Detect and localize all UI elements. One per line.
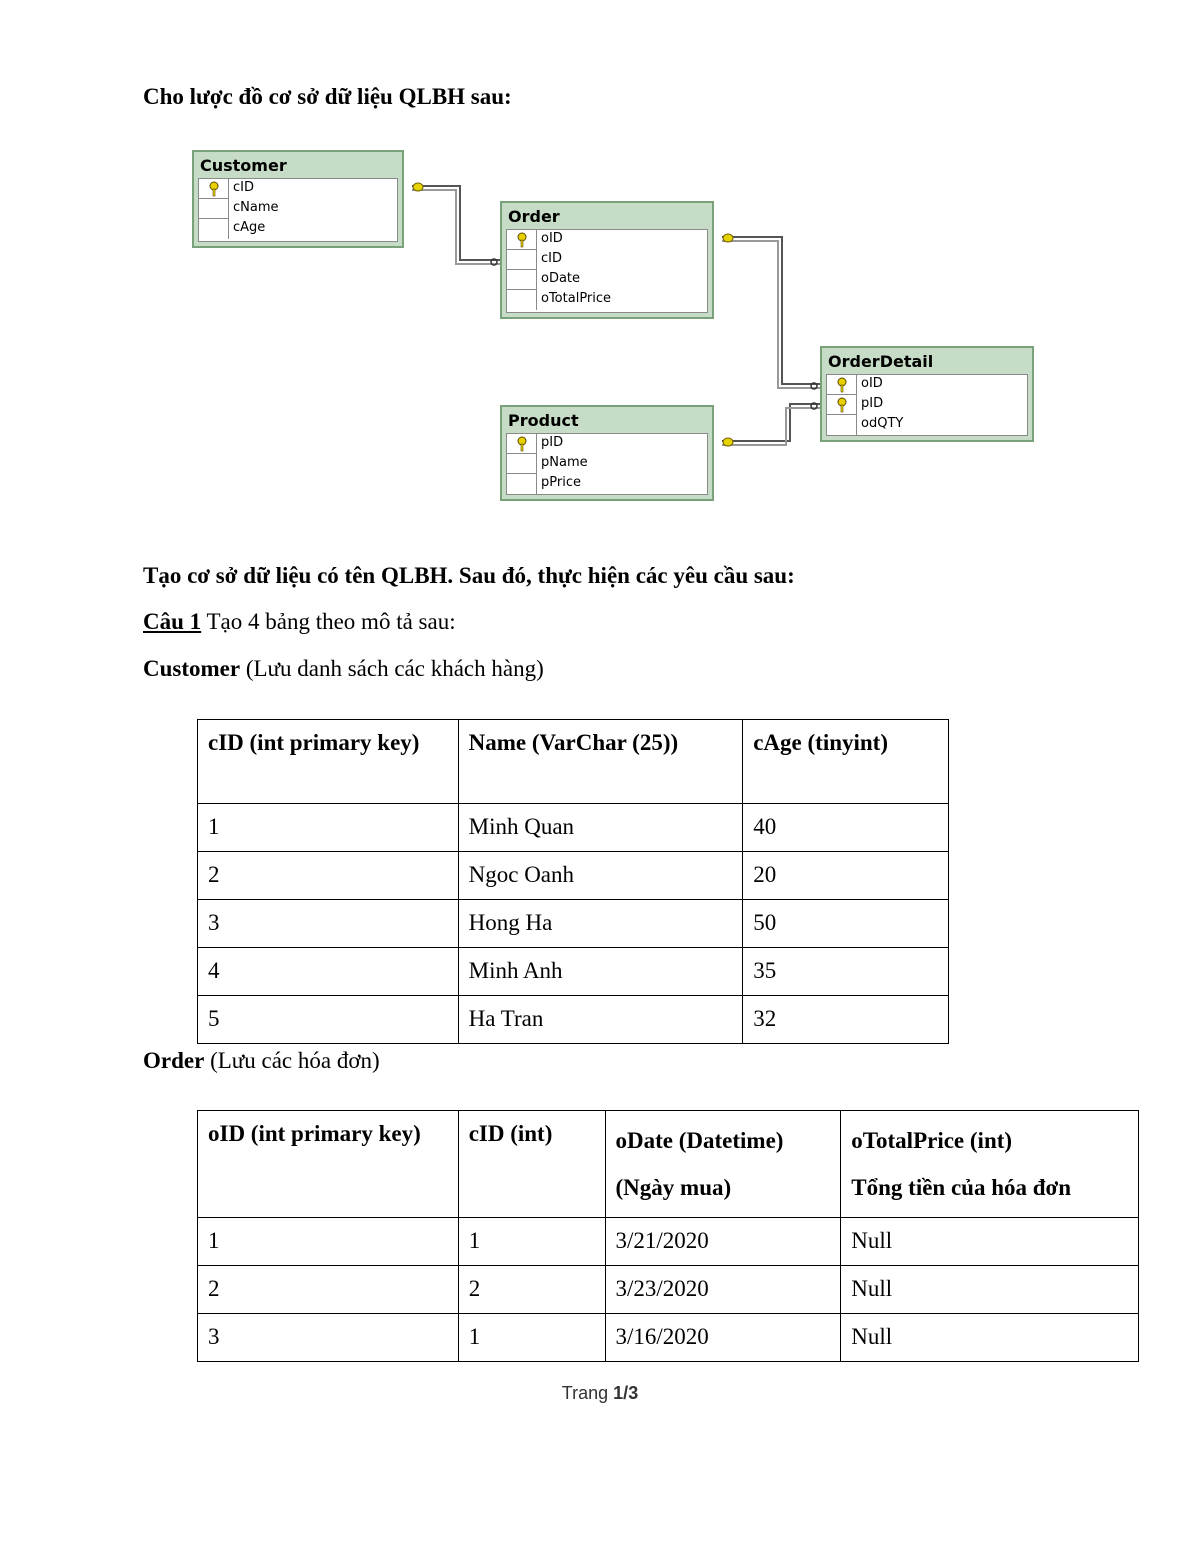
er-field: oID xyxy=(861,376,883,391)
er-field: cName xyxy=(233,200,279,215)
column-header: oTotalPrice (int) Tổng tiền của hóa đơn xyxy=(841,1111,1139,1218)
table-row xyxy=(198,1314,1139,1362)
section-name: Order xyxy=(143,1048,205,1073)
table-row xyxy=(198,804,949,852)
column-header: Name (VarChar (25)) xyxy=(458,720,743,804)
many-end-icon xyxy=(811,383,817,389)
primary-key-icon xyxy=(836,397,848,413)
er-field: oDate xyxy=(541,271,581,286)
column-header: oID (int primary key) xyxy=(198,1111,459,1218)
table-cell: 3 xyxy=(198,1314,459,1362)
key-end-icon xyxy=(723,438,733,446)
column-header: cID (int primary key) xyxy=(198,720,459,804)
er-field: pName xyxy=(541,455,588,470)
table-cell: 3/16/2020 xyxy=(605,1314,841,1362)
er-field: cID xyxy=(541,251,562,266)
primary-key-icon xyxy=(208,181,220,197)
table-cell: 3/21/2020 xyxy=(605,1218,841,1266)
many-end-icon xyxy=(491,259,497,265)
table-header-row xyxy=(198,1111,1139,1218)
task-intro: Tạo cơ sở dữ liệu có tên QLBH. Sau đó, thực hiện các yêu cầu sau: xyxy=(143,563,795,588)
key-end-icon xyxy=(723,234,733,242)
customer-section-heading xyxy=(143,656,544,682)
section-desc: (Lưu các hóa đơn) xyxy=(204,1048,380,1073)
table-cell: Ngoc Oanh xyxy=(458,852,743,900)
table-cell: 3 xyxy=(198,900,459,948)
column-header: oDate (Datetime) (Ngày mua) xyxy=(605,1111,841,1218)
key-end-icon xyxy=(413,183,423,191)
order-section-heading xyxy=(143,1048,380,1074)
er-field: pID xyxy=(541,435,564,450)
er-field: oTotalPrice xyxy=(541,291,612,306)
table-cell: 35 xyxy=(743,948,949,996)
er-field: cAge xyxy=(233,220,266,235)
page-footer xyxy=(0,1383,1200,1404)
er-table-customer xyxy=(192,150,404,248)
er-field: odQTY xyxy=(861,416,904,431)
er-field: pID xyxy=(861,396,884,411)
er-table-title: Customer xyxy=(200,156,287,175)
table-cell: 4 xyxy=(198,948,459,996)
table-cell: 5 xyxy=(198,996,459,1044)
question-text: Tạo 4 bảng theo mô tả sau: xyxy=(201,609,456,634)
footer-prefix: Trang xyxy=(561,1383,614,1403)
column-header: cID (int) xyxy=(458,1111,605,1218)
order-table xyxy=(197,1110,1139,1362)
table-cell: Null xyxy=(841,1266,1139,1314)
er-table-title: OrderDetail xyxy=(828,352,934,371)
table-cell: Minh Quan xyxy=(458,804,743,852)
table-row xyxy=(198,1218,1139,1266)
table-row xyxy=(198,900,949,948)
table-row xyxy=(198,948,949,996)
table-cell: 50 xyxy=(743,900,949,948)
table-cell: 1 xyxy=(458,1218,605,1266)
intro-heading: Cho lược đồ cơ sở dữ liệu QLBH sau: xyxy=(143,84,512,109)
question-label: Câu 1 xyxy=(143,609,202,634)
er-field: cID xyxy=(233,180,254,195)
section-desc: (Lưu danh sách các khách hàng) xyxy=(240,656,544,681)
table-cell: 2 xyxy=(198,1266,459,1314)
er-table-orderdetail xyxy=(820,346,1034,442)
table-header-row xyxy=(198,720,949,804)
table-cell: Hong Ha xyxy=(458,900,743,948)
footer-separator: / xyxy=(623,1383,629,1403)
table-cell: 32 xyxy=(743,996,949,1044)
question-1 xyxy=(143,609,456,635)
table-cell: 1 xyxy=(198,804,459,852)
table-cell: 3/23/2020 xyxy=(605,1266,841,1314)
table-cell: 1 xyxy=(458,1314,605,1362)
footer-page-total: 3 xyxy=(628,1383,639,1403)
table-row xyxy=(198,996,949,1044)
er-table-title: Product xyxy=(508,411,579,430)
table-cell: 1 xyxy=(198,1218,459,1266)
footer-page-number: 1 xyxy=(613,1383,624,1403)
many-end-icon xyxy=(811,403,817,409)
table-cell: 2 xyxy=(198,852,459,900)
primary-key-icon xyxy=(516,436,528,452)
table-cell: Ha Tran xyxy=(458,996,743,1044)
table-row xyxy=(198,1266,1139,1314)
er-table-title: Order xyxy=(508,207,560,226)
table-cell: Minh Anh xyxy=(458,948,743,996)
er-field: oID xyxy=(541,231,563,246)
table-row xyxy=(198,852,949,900)
primary-key-icon xyxy=(836,377,848,393)
er-table-product xyxy=(500,405,714,501)
table-cell: 40 xyxy=(743,804,949,852)
section-name: Customer xyxy=(143,656,241,681)
er-field: pPrice xyxy=(541,475,581,490)
table-cell: 20 xyxy=(743,852,949,900)
table-cell: Null xyxy=(841,1314,1139,1362)
er-table-order xyxy=(500,201,714,319)
customer-table xyxy=(197,719,949,1044)
column-header: cAge (tinyint) xyxy=(743,720,949,804)
primary-key-icon xyxy=(516,232,528,248)
table-cell: 2 xyxy=(458,1266,605,1314)
table-cell: Null xyxy=(841,1218,1139,1266)
